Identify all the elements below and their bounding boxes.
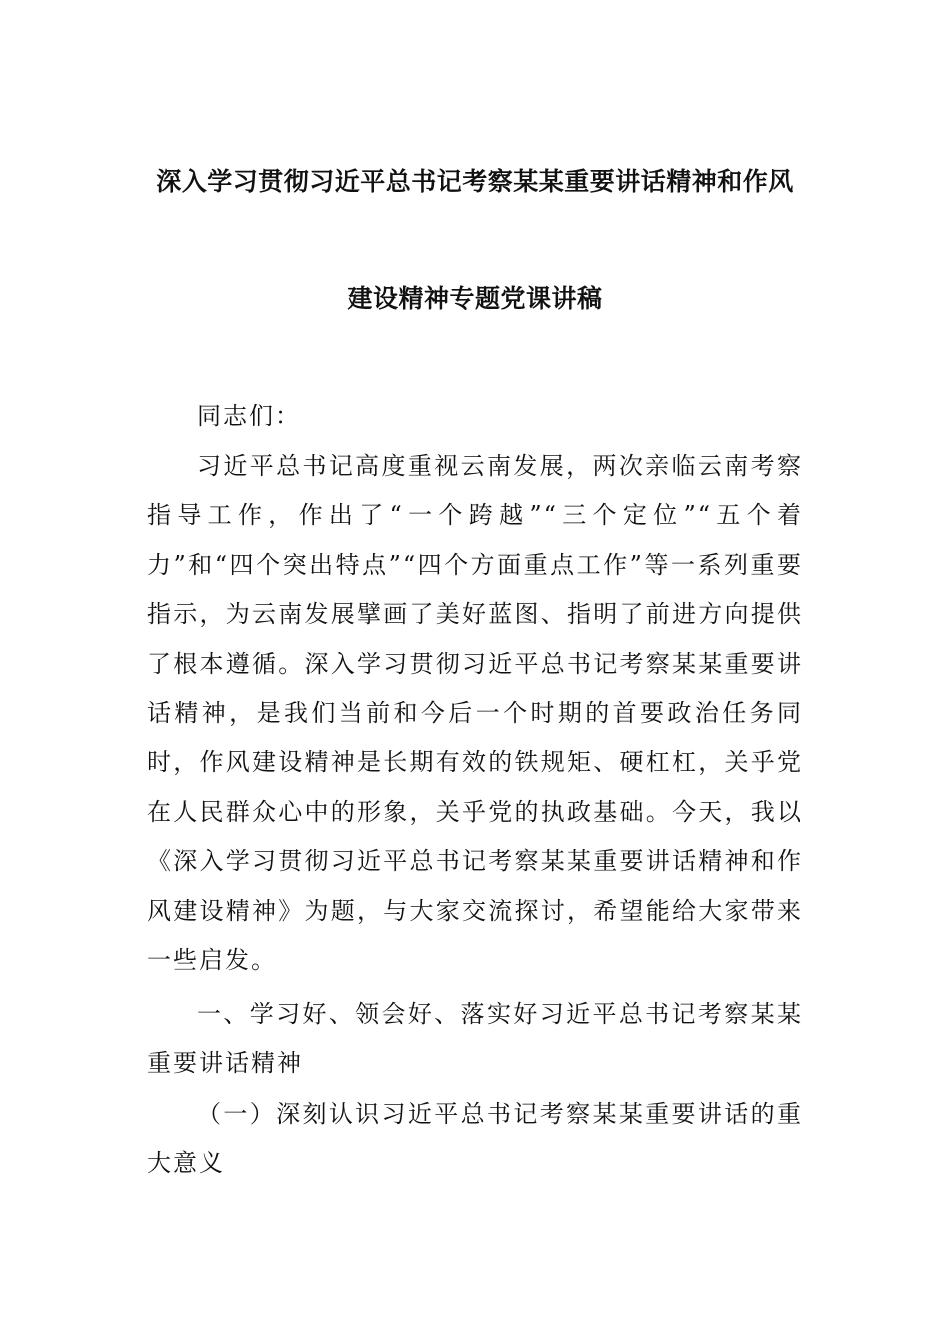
document-title-line-1: 深入学习贯彻习近平总书记考察某某重要讲话精神和作风 (156, 167, 794, 196)
document-title-line-2: 建设精神专题党课讲稿 (347, 284, 603, 313)
subsection-heading-1: （一）深刻认识习近平总书记考察某某重要讲话的重大意义 (147, 1100, 803, 1178)
paragraph-intro: 习近平总书记高度重视云南发展，两次亲临云南考察指导工作，作出了“一个跨越”“三个定位”“五个着力”和“四个突出特点”“四个方面重点工作”等一系列重要指示，为云南发展擘画了美好蓝图、指明了前进方向提供了根本遵循。深入学习贯彻习近平总书记考察某某重要讲话精神，是我们当前和今后一个时期的首要政治任务同时，作风建设精神是长期有效的铁规矩、硬杠杠，关乎党在人民群众心中的形象，关乎党的执政基础。今天，我以《深入学习贯彻习近平总书记考察某某重要讲话精神和作风建设精神》为题，与大家交流探讨，希望能给大家带来一些启发。 (147, 452, 803, 975)
section-heading-1: 一、学习好、领会好、落实好习近平总书记考察某某重要讲话精神 (147, 1000, 803, 1078)
greeting: 同志们： (197, 402, 301, 430)
